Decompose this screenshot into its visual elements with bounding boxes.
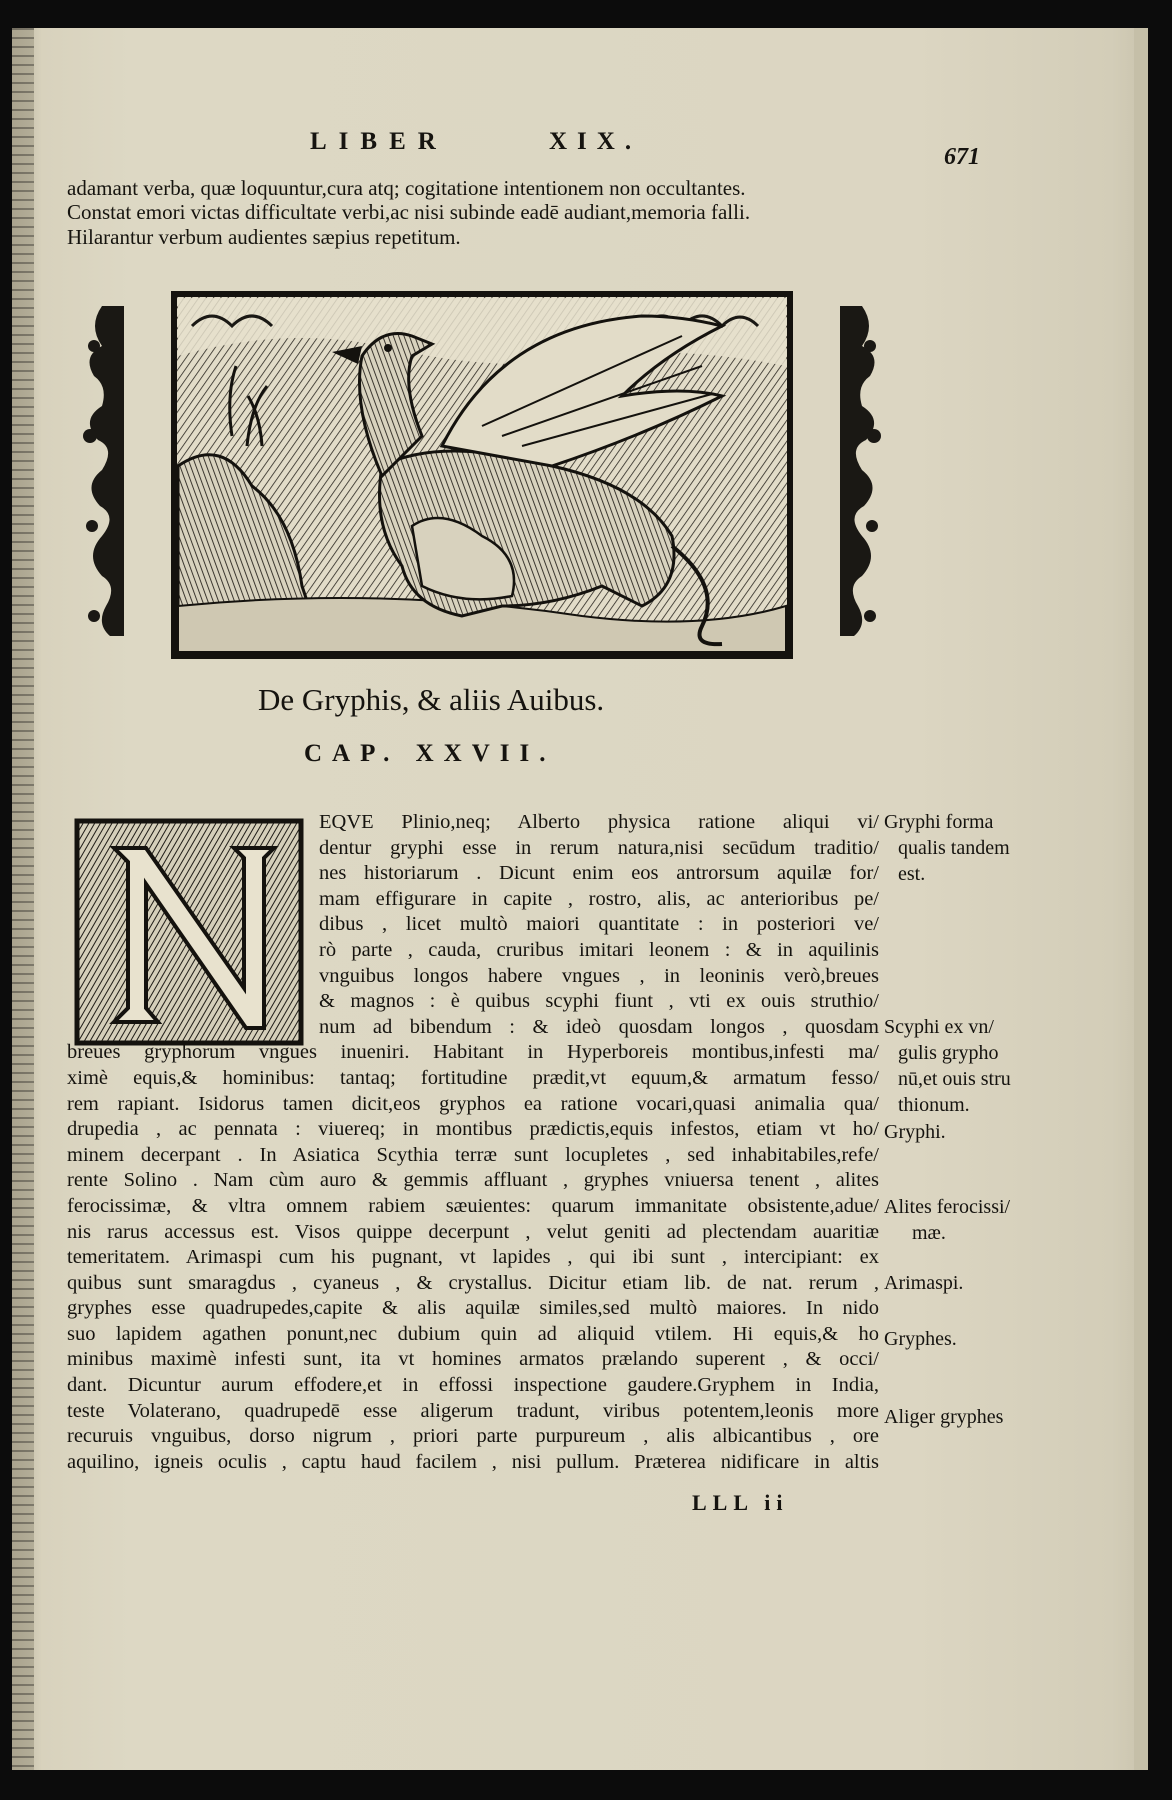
body-line: gryphes esse quadrupedes,capite & alis aquilæ similes,sed multò maiores. In nido (67, 1297, 879, 1320)
chapter-number: CAP. XXVII. (304, 740, 556, 767)
body-line: dentur gryphi esse in rerum natura,nisi secūdum traditio/ (319, 836, 879, 859)
body-line: EQVE Plinio,neq; Alberto physica ratione aliqui vi/ (319, 811, 879, 833)
griffin-woodcut (82, 286, 882, 666)
body-line: minem decerpant . In Asiatica Scythia terræ sunt locupletes , sed inhabitabiles,refe/ (67, 1143, 879, 1166)
body-line: temeritatem. Arimaspi cum his pugnant, vt lapides , qui ibi sunt , intercipiant: ex (67, 1246, 879, 1269)
page-edge (1134, 28, 1148, 1770)
body-line: breues gryphorum vngues inueniri. Habitant in Hyperboreis montibus,infesti ma/ (67, 1041, 879, 1064)
sidenote-line: qualis tandem (898, 837, 1010, 859)
body-line: mam effigurare in capite , rostro, alis, ac anterioribus pe/ (319, 887, 879, 910)
sidenote-line: thionum. (898, 1094, 970, 1116)
sidenote-line: gulis grypho (898, 1042, 999, 1064)
body-line: drupedia , ac pennata : viuereq; in montibus prædictis,equis infestos, etiam vt ho/ (67, 1118, 879, 1141)
sidenote-line: Gryphi forma (884, 811, 994, 833)
body-line: rente Solino . Nam cùm auro & gemmis affluant , gryphes vniuersa tenent , alites (67, 1169, 879, 1192)
chapter-title: De Gryphis, & aliis Auibus. (258, 682, 605, 717)
chapter-body (67, 810, 879, 1475)
sidenote-line: Gryphes. (884, 1328, 957, 1350)
body-line: minibus maximè infesti sunt, ita vt homines armatos prælando superent , & occi/ (67, 1348, 879, 1371)
body-line: aquilino, igneis oculis , captu haud facilem , nisi pullum. Præterea nidificare in altis (67, 1450, 879, 1473)
body-line: num ad bibendum : & ideò quosdam longos , quosdam (319, 1015, 879, 1038)
sidenote-line: Gryphi. (884, 1121, 946, 1143)
body-line: recuruis vnguibus, dorso nigrum , priori parte purpureum , alis albicantibus , ore (67, 1425, 879, 1448)
sidenote-line: Alites ferocissi/ (884, 1196, 1011, 1218)
sidenote-line: est. (898, 863, 926, 885)
body-line: teste Volaterano, quadrupedē esse aligerum tradunt, viribus potentem,leonis more (67, 1399, 879, 1422)
intro-line: Hilarantur verbum audientes sæpius repetitum. (67, 224, 461, 249)
body-line: quibus sunt smaragdus , cyaneus , & crystallus. Dicitur etiam lib. de nat. rerum , (67, 1271, 879, 1294)
body-line: rò parte , cauda, cruribus imitari leonem : & in aquilinis (319, 938, 879, 961)
body-line: rem rapiant. Isidorus tamen dicit,eos gryphos ea ratione vocari,quasi animalia qua/ (67, 1092, 879, 1115)
signature-mark: LLL ii (692, 1490, 789, 1515)
body-line: suo lapidem agathen ponunt,nec dubium quin ad aliquid vtilem. Hi equis,& ho (67, 1322, 879, 1345)
body-line: nis rarus accessus est. Visos quippe decerpunt , velut geniti ad plectendam auaritiæ (67, 1220, 879, 1243)
intro-line: Constat emori victas difficultate verbi,ac nisi subinde eadē audiant,memoria falli. (67, 200, 751, 225)
binding-gutter (12, 28, 34, 1770)
running-head-liber: LIBER (310, 128, 448, 155)
running-head-number: XIX. (549, 128, 642, 155)
folio-number: 671 (944, 144, 980, 170)
intro-line: adamant verba, quæ loquuntur,cura atq; cogitatione intentionem non occultantes. (67, 176, 746, 200)
intro-paragraph (67, 176, 887, 249)
body-line: nes historiarum . Dicunt enim eos antrorsum aquilæ for/ (319, 862, 879, 885)
sidenote-line: mæ. (912, 1222, 946, 1244)
book-page (12, 28, 1148, 1770)
body-line: & magnos : è quibus scyphi fiunt , vti ex ouis struthio/ (319, 990, 879, 1013)
body-line: ximè equis,& hominibus: tantaq; fortitudine prædit,vt equum,& armatum fesso/ (67, 1066, 879, 1089)
body-line: dant. Dicuntur aurum effodere,et in effossi inspectione gaudere.Gryphem in India, (67, 1374, 879, 1397)
sidenote-line: nū,et ouis stru (898, 1068, 1011, 1090)
body-line: dibus , licet multò maiori quantitate : in posteriori ve/ (319, 913, 879, 936)
sidenote-line: Aliger gryphes (884, 1406, 1004, 1428)
sidenote-line: Arimaspi. (884, 1272, 964, 1294)
body-line: vnguibus longos habere vngues , in leoninis verò,breues (319, 964, 879, 987)
body-line: ferocissimæ, & vltra omnem rabiem sæuientes: quarum immanitate obsistente,adue/ (67, 1194, 879, 1217)
sidenote-line: Scyphi ex vn/ (884, 1016, 994, 1038)
